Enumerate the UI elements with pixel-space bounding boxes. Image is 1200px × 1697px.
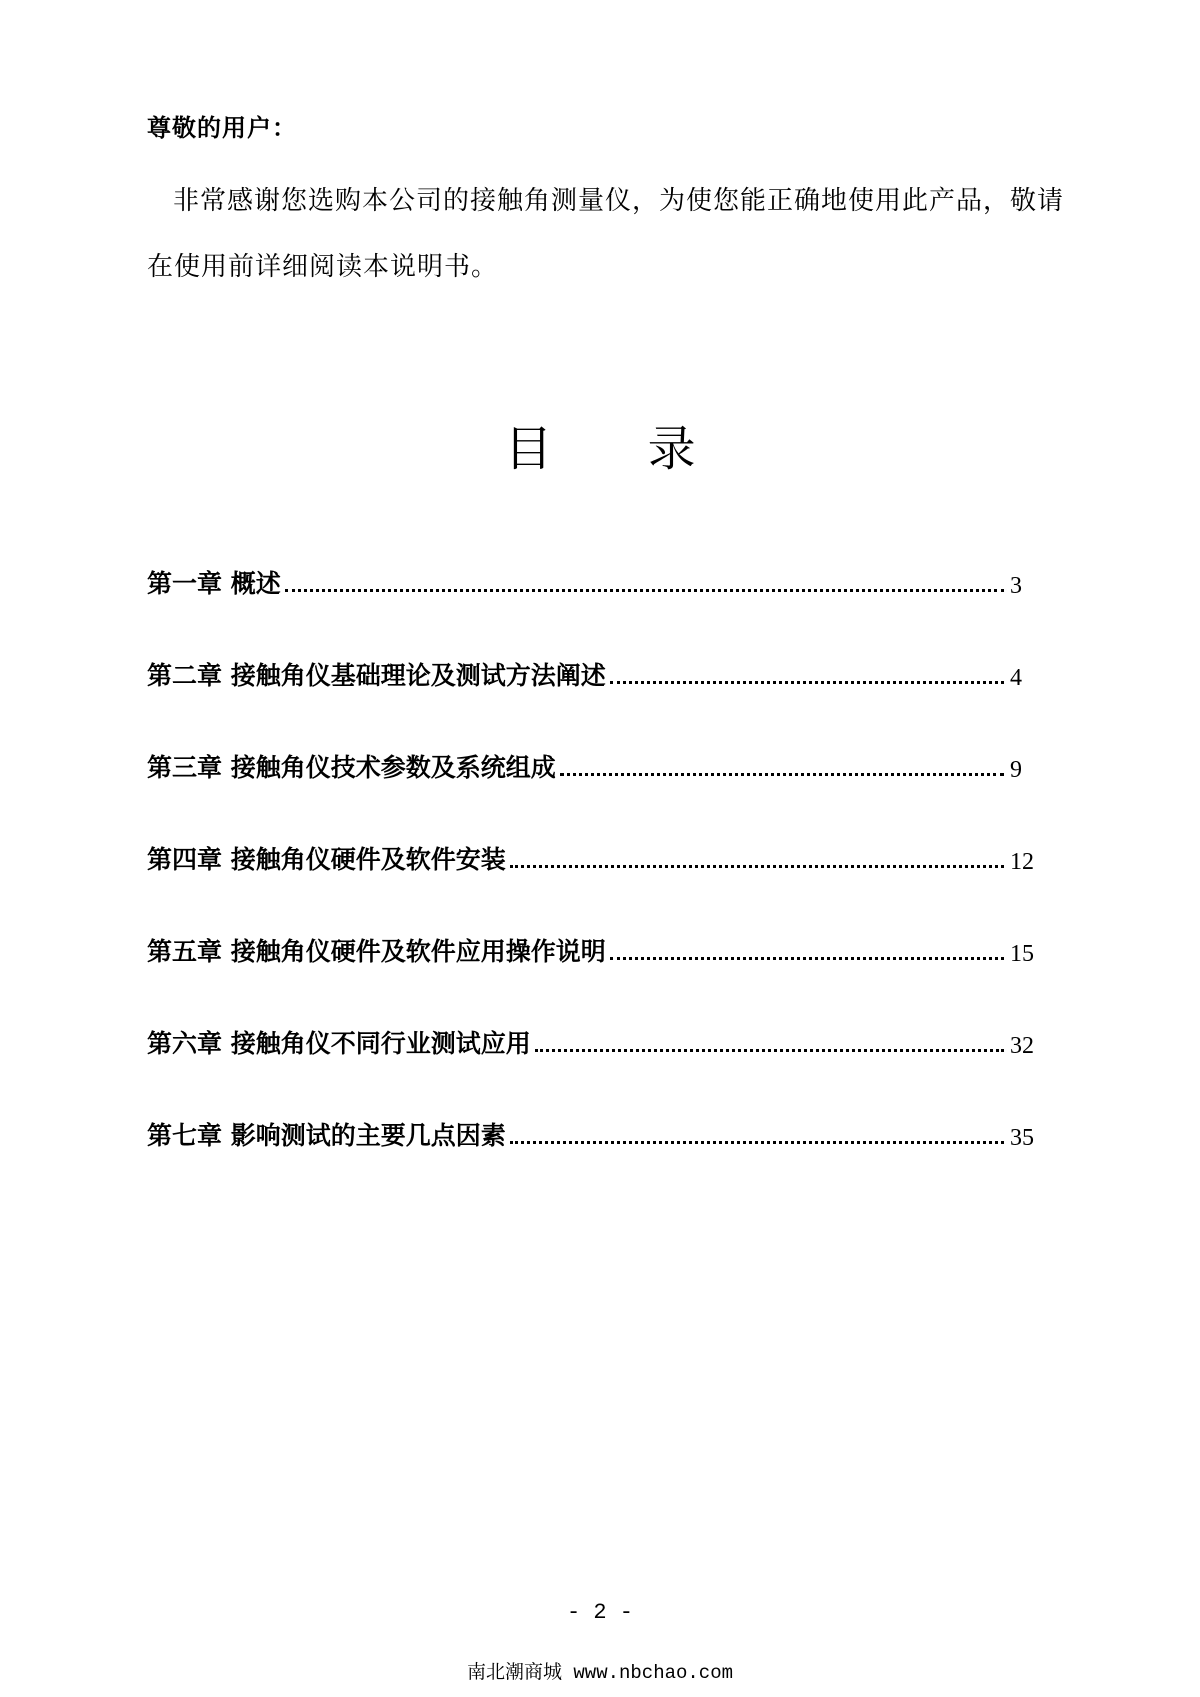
greeting: 尊敬的用户： (147, 113, 297, 142)
toc-dot-leader (610, 681, 1004, 684)
toc-entry-chapter-7[interactable] (147, 1112, 1052, 1152)
toc-entry-chapter-4[interactable] (147, 836, 1052, 876)
toc-entry-label: 第七章 影响测试的主要几点因素 (147, 1121, 506, 1150)
toc-entry-page: 35 (1010, 1125, 1034, 1151)
toc-entry-page: 15 (1010, 941, 1034, 967)
toc-entry-page: 9 (1010, 757, 1022, 783)
toc-dot-leader (285, 589, 1004, 592)
toc-entry-label: 第一章 概述 (147, 569, 281, 598)
toc-title: 目 录 (504, 421, 736, 477)
toc-entry-chapter-3[interactable] (147, 744, 1052, 784)
toc-dot-leader (510, 1141, 1004, 1144)
toc-entry-page: 4 (1010, 665, 1022, 691)
toc-entry-chapter-6[interactable] (147, 1020, 1052, 1060)
toc-entry-label: 第六章 接触角仪不同行业测试应用 (147, 1029, 531, 1058)
footer-watermark: 南北潮商城 www.nbchao.com (466, 1662, 734, 1684)
toc-dot-leader (535, 1049, 1004, 1052)
toc-entry-chapter-1[interactable] (147, 560, 1052, 600)
toc-entry-label: 第三章 接触角仪技术参数及系统组成 (147, 753, 556, 782)
page-number: - 2 - (566, 1600, 633, 1625)
toc-dot-leader (560, 773, 1004, 776)
toc-entry-page: 3 (1010, 573, 1022, 599)
toc-entry-page: 32 (1010, 1033, 1034, 1059)
toc-entry-label: 第五章 接触角仪硬件及软件应用操作说明 (147, 937, 606, 966)
toc-entry-label: 第四章 接触角仪硬件及软件安装 (147, 845, 506, 874)
toc-entry-page: 12 (1010, 849, 1034, 875)
toc-entry-chapter-2[interactable] (147, 652, 1052, 692)
intro-paragraph: 非常感谢您选购本公司的接触角测量仪，为使您能正确地使用此产品，敬请在使用前详细阅读本说明书。 (147, 186, 1065, 282)
toc-dot-leader (510, 865, 1004, 868)
toc-entry-chapter-5[interactable] (147, 928, 1052, 968)
toc-dot-leader (610, 957, 1004, 960)
toc-entry-label: 第二章 接触角仪基础理论及测试方法阐述 (147, 661, 606, 690)
